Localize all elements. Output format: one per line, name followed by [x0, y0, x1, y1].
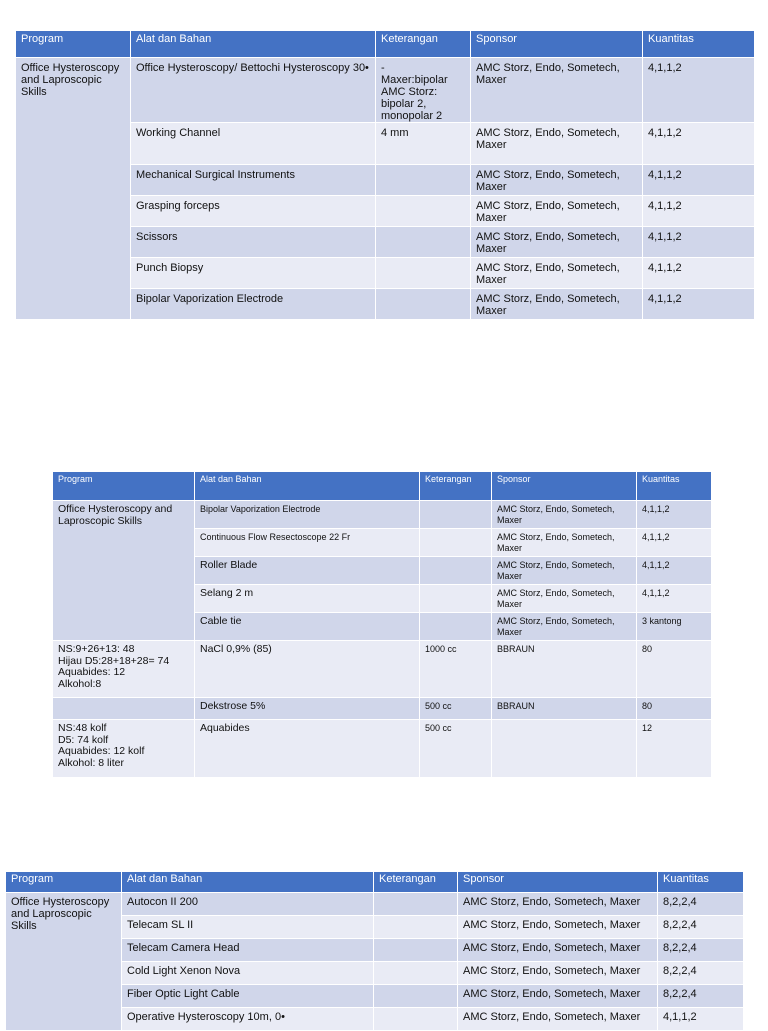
kuantitas-cell: 4,1,1,2 [643, 196, 755, 227]
kuantitas-cell: 8,2,2,4 [658, 939, 744, 962]
keterangan-cell [374, 893, 458, 916]
alat-cell: Mechanical Surgical Instruments [131, 165, 376, 196]
header-alat: Alat dan Bahan [195, 472, 420, 501]
kuantitas-cell: 4,1,1,2 [643, 258, 755, 289]
alat-cell: Bipolar Vaporization Electrode [131, 289, 376, 320]
alat-cell: Operative Hysteroscopy 10m, 0• [122, 1008, 374, 1031]
alat-cell: Grasping forceps [131, 196, 376, 227]
header-sponsor: Sponsor [492, 472, 637, 501]
sponsor-cell: AMC Storz, Endo, Sometech, Maxer [458, 1008, 658, 1031]
equipment-table-1 [15, 30, 755, 320]
kuantitas-cell: 4,1,1,2 [643, 123, 755, 165]
sponsor-cell: AMC Storz, Endo, Sometech, Maxer [492, 557, 637, 585]
sponsor-cell: AMC Storz, Endo, Sometech, Maxer [471, 123, 643, 165]
keterangan-cell [420, 529, 492, 557]
keterangan-cell: 4 mm [376, 123, 471, 165]
kuantitas-cell: 4,1,1,2 [637, 557, 712, 585]
alat-cell: Autocon II 200 [122, 893, 374, 916]
keterangan-cell [420, 557, 492, 585]
alat-cell: Dekstrose 5% [195, 698, 420, 720]
alat-cell: Working Channel [131, 123, 376, 165]
equipment-table-2 [52, 471, 712, 778]
header-keterangan: Keterangan [374, 872, 458, 893]
kuantitas-cell: 3 kantong [637, 613, 712, 641]
table-row [53, 698, 712, 720]
sponsor-cell: AMC Storz, Endo, Sometech, Maxer [471, 58, 643, 123]
sponsor-cell: AMC Storz, Endo, Sometech, Maxer [458, 916, 658, 939]
keterangan-cell: 500 cc [420, 720, 492, 778]
kuantitas-cell: 4,1,1,2 [643, 58, 755, 123]
alat-cell: Telecam SL II [122, 916, 374, 939]
keterangan-cell [376, 258, 471, 289]
equipment-table-3 [5, 871, 744, 1031]
kuantitas-cell: 8,2,2,4 [658, 893, 744, 916]
program-note-cell: NS:9+26+13: 48 Hijau D5:28+18+28= 74 Aquabides: 12 Alkohol:8 [53, 641, 195, 698]
alat-cell: Office Hysteroscopy/ Bettochi Hysteroscopy 30• [131, 58, 376, 123]
program-cell: Office Hysteroscopy and Laproscopic Skills [16, 58, 131, 320]
sponsor-cell: BBRAUN [492, 641, 637, 698]
header-kuantitas: Kuantitas [643, 31, 755, 58]
kuantitas-cell: 4,1,1,2 [643, 227, 755, 258]
table-row [6, 893, 744, 916]
alat-cell: Fiber Optic Light Cable [122, 985, 374, 1008]
kuantitas-cell: 8,2,2,4 [658, 985, 744, 1008]
table-row [53, 641, 712, 698]
sponsor-cell: BBRAUN [492, 698, 637, 720]
keterangan-cell [374, 1008, 458, 1031]
kuantitas-cell: 4,1,1,2 [643, 289, 755, 320]
kuantitas-cell: 80 [637, 641, 712, 698]
alat-cell: Selang 2 m [195, 585, 420, 613]
header-row [6, 872, 744, 893]
sponsor-cell: AMC Storz, Endo, Sometech, Maxer [471, 258, 643, 289]
program-cell: Office Hysteroscopy and Laproscopic Skills [53, 501, 195, 641]
sponsor-cell: AMC Storz, Endo, Sometech, Maxer [458, 893, 658, 916]
header-sponsor: Sponsor [458, 872, 658, 893]
keterangan-cell [376, 165, 471, 196]
alat-cell: Cable tie [195, 613, 420, 641]
keterangan-cell [374, 962, 458, 985]
alat-cell: Continuous Flow Resectoscope 22 Fr [195, 529, 420, 557]
kuantitas-cell: 12 [637, 720, 712, 778]
sponsor-cell: AMC Storz, Endo, Sometech, Maxer [471, 227, 643, 258]
header-row [53, 472, 712, 501]
keterangan-cell [420, 585, 492, 613]
sponsor-cell: AMC Storz, Endo, Sometech, Maxer [458, 985, 658, 1008]
sponsor-cell: AMC Storz, Endo, Sometech, Maxer [471, 196, 643, 227]
program-cell: Office Hysteroscopy and Laproscopic Skills [6, 893, 122, 1031]
sponsor-cell: AMC Storz, Endo, Sometech, Maxer [471, 289, 643, 320]
kuantitas-cell: 8,2,2,4 [658, 916, 744, 939]
kuantitas-cell: 4,1,1,2 [637, 501, 712, 529]
alat-cell: Bipolar Vaporization Electrode [195, 501, 420, 529]
keterangan-cell [376, 289, 471, 320]
keterangan-cell [374, 939, 458, 962]
alat-cell: Aquabides [195, 720, 420, 778]
kuantitas-cell: 4,1,1,2 [658, 1008, 744, 1031]
kuantitas-cell: 80 [637, 698, 712, 720]
alat-cell: Roller Blade [195, 557, 420, 585]
header-sponsor: Sponsor [471, 31, 643, 58]
header-row [16, 31, 755, 58]
sponsor-cell: AMC Storz, Endo, Sometech, Maxer [471, 165, 643, 196]
program-note-cell: NS:48 kolf D5: 74 kolf Aquabides: 12 kolf Alkohol: 8 liter [53, 720, 195, 778]
header-keterangan: Keterangan [420, 472, 492, 501]
keterangan-cell [376, 196, 471, 227]
sponsor-cell: AMC Storz, Endo, Sometech, Maxer [492, 501, 637, 529]
program-note-cell [53, 698, 195, 720]
header-keterangan: Keterangan [376, 31, 471, 58]
alat-cell: Scissors [131, 227, 376, 258]
kuantitas-cell: 4,1,1,2 [643, 165, 755, 196]
kuantitas-cell: 4,1,1,2 [637, 529, 712, 557]
keterangan-cell: 1000 cc [420, 641, 492, 698]
sponsor-cell: AMC Storz, Endo, Sometech, Maxer [492, 585, 637, 613]
table-row [53, 720, 712, 778]
keterangan-cell [376, 227, 471, 258]
sponsor-cell: AMC Storz, Endo, Sometech, Maxer [458, 939, 658, 962]
table-row [16, 58, 755, 123]
header-kuantitas: Kuantitas [637, 472, 712, 501]
keterangan-cell: - Maxer:bipolar AMC Storz: bipolar 2, monopolar 2 [376, 58, 471, 123]
header-program: Program [16, 31, 131, 58]
keterangan-cell [374, 916, 458, 939]
alat-cell: Punch Biopsy [131, 258, 376, 289]
sponsor-cell: AMC Storz, Endo, Sometech, Maxer [492, 613, 637, 641]
alat-cell: Cold Light Xenon Nova [122, 962, 374, 985]
table-row [53, 501, 712, 529]
kuantitas-cell: 8,2,2,4 [658, 962, 744, 985]
header-program: Program [53, 472, 195, 501]
header-alat: Alat dan Bahan [131, 31, 376, 58]
sponsor-cell: AMC Storz, Endo, Sometech, Maxer [458, 962, 658, 985]
keterangan-cell [420, 613, 492, 641]
keterangan-cell [420, 501, 492, 529]
keterangan-cell: 500 cc [420, 698, 492, 720]
sponsor-cell [492, 720, 637, 778]
header-alat: Alat dan Bahan [122, 872, 374, 893]
keterangan-cell [374, 985, 458, 1008]
header-program: Program [6, 872, 122, 893]
kuantitas-cell: 4,1,1,2 [637, 585, 712, 613]
alat-cell: NaCl 0,9% (85) [195, 641, 420, 698]
sponsor-cell: AMC Storz, Endo, Sometech, Maxer [492, 529, 637, 557]
header-kuantitas: Kuantitas [658, 872, 744, 893]
alat-cell: Telecam Camera Head [122, 939, 374, 962]
